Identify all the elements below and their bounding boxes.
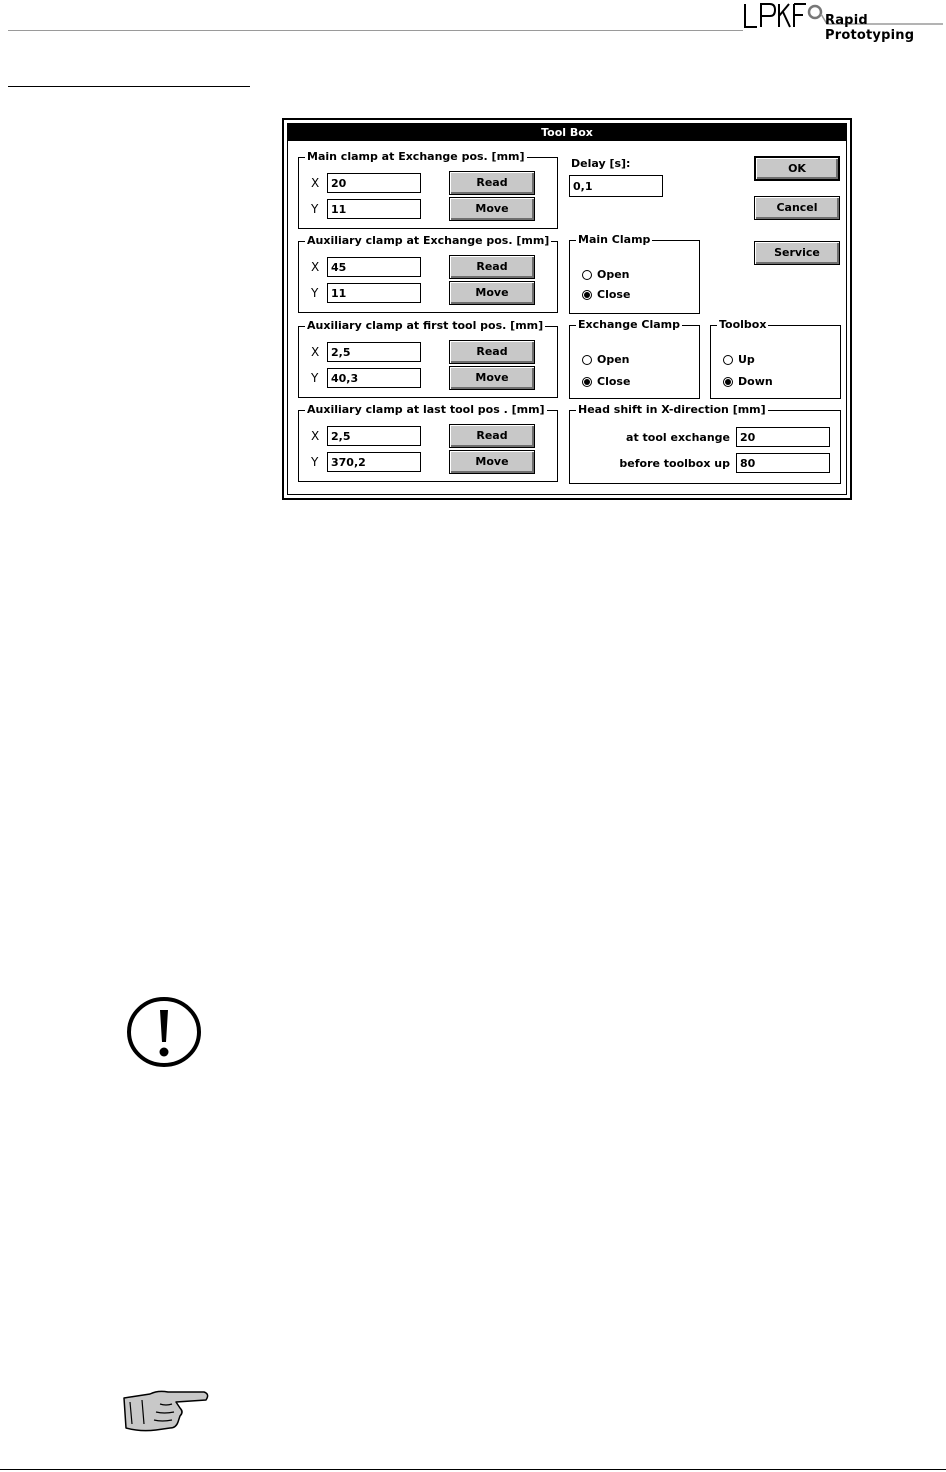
exchange-clamp-open-radio[interactable]	[582, 353, 630, 366]
group-aux-clamp-last	[298, 403, 558, 482]
radio-label: Up	[738, 353, 755, 366]
header-rule	[8, 30, 743, 31]
radio-label: Open	[597, 353, 630, 366]
service-button[interactable]: Service	[754, 241, 840, 265]
radio-dot[interactable]	[582, 270, 592, 280]
tool-exchange-input[interactable]	[736, 427, 830, 447]
main-clamp-y-input[interactable]	[327, 199, 421, 219]
lpkf-logo	[743, 0, 946, 43]
radio-label: Close	[597, 375, 631, 388]
toolbox-up-label: before toolbox up	[619, 457, 730, 470]
group-label-aux-clamp-last: Auxiliary clamp at last tool pos . [mm]	[307, 403, 545, 416]
x-label: X	[311, 176, 320, 190]
aux-first-x-input[interactable]	[327, 342, 421, 362]
aux-last-y-input[interactable]	[327, 452, 421, 472]
dialog-title[interactable]: Tool Box	[288, 124, 846, 141]
x-label: X	[311, 260, 320, 274]
aux-exchange-read-button[interactable]: Read	[449, 255, 535, 279]
aux-last-x-input[interactable]	[327, 426, 421, 446]
radio-dot-selected[interactable]	[582, 377, 592, 387]
radio-dot-selected[interactable]	[723, 377, 733, 387]
group-label-aux-clamp-exchange: Auxiliary clamp at Exchange pos. [mm]	[307, 234, 550, 247]
radio-label: Down	[738, 375, 773, 388]
radio-label: Open	[597, 268, 630, 281]
aux-first-read-button[interactable]: Read	[449, 340, 535, 364]
aux-first-move-button[interactable]: Move	[449, 366, 535, 390]
x-label: X	[311, 345, 320, 359]
main-clamp-move-button[interactable]: Move	[449, 197, 535, 221]
aux-last-read-button[interactable]: Read	[449, 424, 535, 448]
exchange-clamp-close-radio[interactable]	[582, 375, 630, 388]
logo-text: Rapid Prototyping	[825, 13, 915, 43]
ok-button[interactable]: OK	[754, 156, 840, 181]
tool-box-dialog	[282, 118, 852, 500]
toolbox-up-radio[interactable]	[723, 353, 755, 366]
main-clamp-x-input[interactable]	[327, 173, 421, 193]
y-label: Y	[311, 202, 319, 216]
cancel-button[interactable]: Cancel	[754, 196, 840, 220]
footer-rule	[0, 1469, 946, 1470]
toolbox-down-radio[interactable]	[723, 375, 773, 388]
tool-exchange-label: at tool exchange	[626, 431, 730, 444]
group-toolbox	[710, 318, 841, 399]
aux-exchange-x-input[interactable]	[327, 257, 421, 277]
main-clamp-open-radio[interactable]	[582, 268, 630, 281]
aux-exchange-move-button[interactable]: Move	[449, 281, 535, 305]
main-clamp-close-radio[interactable]	[582, 288, 630, 301]
aux-first-y-input[interactable]	[327, 368, 421, 388]
x-label: X	[311, 429, 320, 443]
delay-input[interactable]	[569, 175, 663, 197]
group-label-exchange-clamp: Exchange Clamp	[578, 318, 680, 331]
y-label: Y	[311, 286, 319, 300]
group-label-toolbox: Toolbox	[719, 318, 767, 331]
aux-last-move-button[interactable]: Move	[449, 450, 535, 474]
group-main-clamp-exchange	[298, 150, 558, 229]
main-clamp-read-button[interactable]: Read	[449, 171, 535, 195]
y-label: Y	[311, 455, 319, 469]
toolbox-up-input[interactable]	[736, 453, 830, 473]
group-label-main-clamp-exchange: Main clamp at Exchange pos. [mm]	[307, 150, 525, 163]
radio-dot[interactable]	[723, 355, 733, 365]
pointing-hand-icon	[120, 1384, 212, 1436]
group-label-main-clamp: Main Clamp	[578, 233, 651, 246]
group-main-clamp	[569, 233, 700, 314]
group-aux-clamp-exchange	[298, 234, 558, 313]
y-label: Y	[311, 371, 319, 385]
aux-exchange-y-input[interactable]	[327, 283, 421, 303]
group-exchange-clamp	[569, 318, 700, 399]
group-label-head-shift: Head shift in X-direction [mm]	[578, 403, 766, 416]
radio-label: Close	[597, 288, 631, 301]
group-label-aux-clamp-first: Auxiliary clamp at first tool pos. [mm]	[307, 319, 544, 332]
section-rule	[8, 86, 250, 87]
group-head-shift	[569, 403, 841, 484]
delay-label: Delay [s]:	[571, 157, 631, 170]
radio-dot[interactable]	[582, 355, 592, 365]
dialog-body	[287, 123, 847, 495]
exclamation-circle-icon	[126, 996, 202, 1068]
radio-dot-selected[interactable]	[582, 290, 592, 300]
group-aux-clamp-first	[298, 319, 558, 398]
